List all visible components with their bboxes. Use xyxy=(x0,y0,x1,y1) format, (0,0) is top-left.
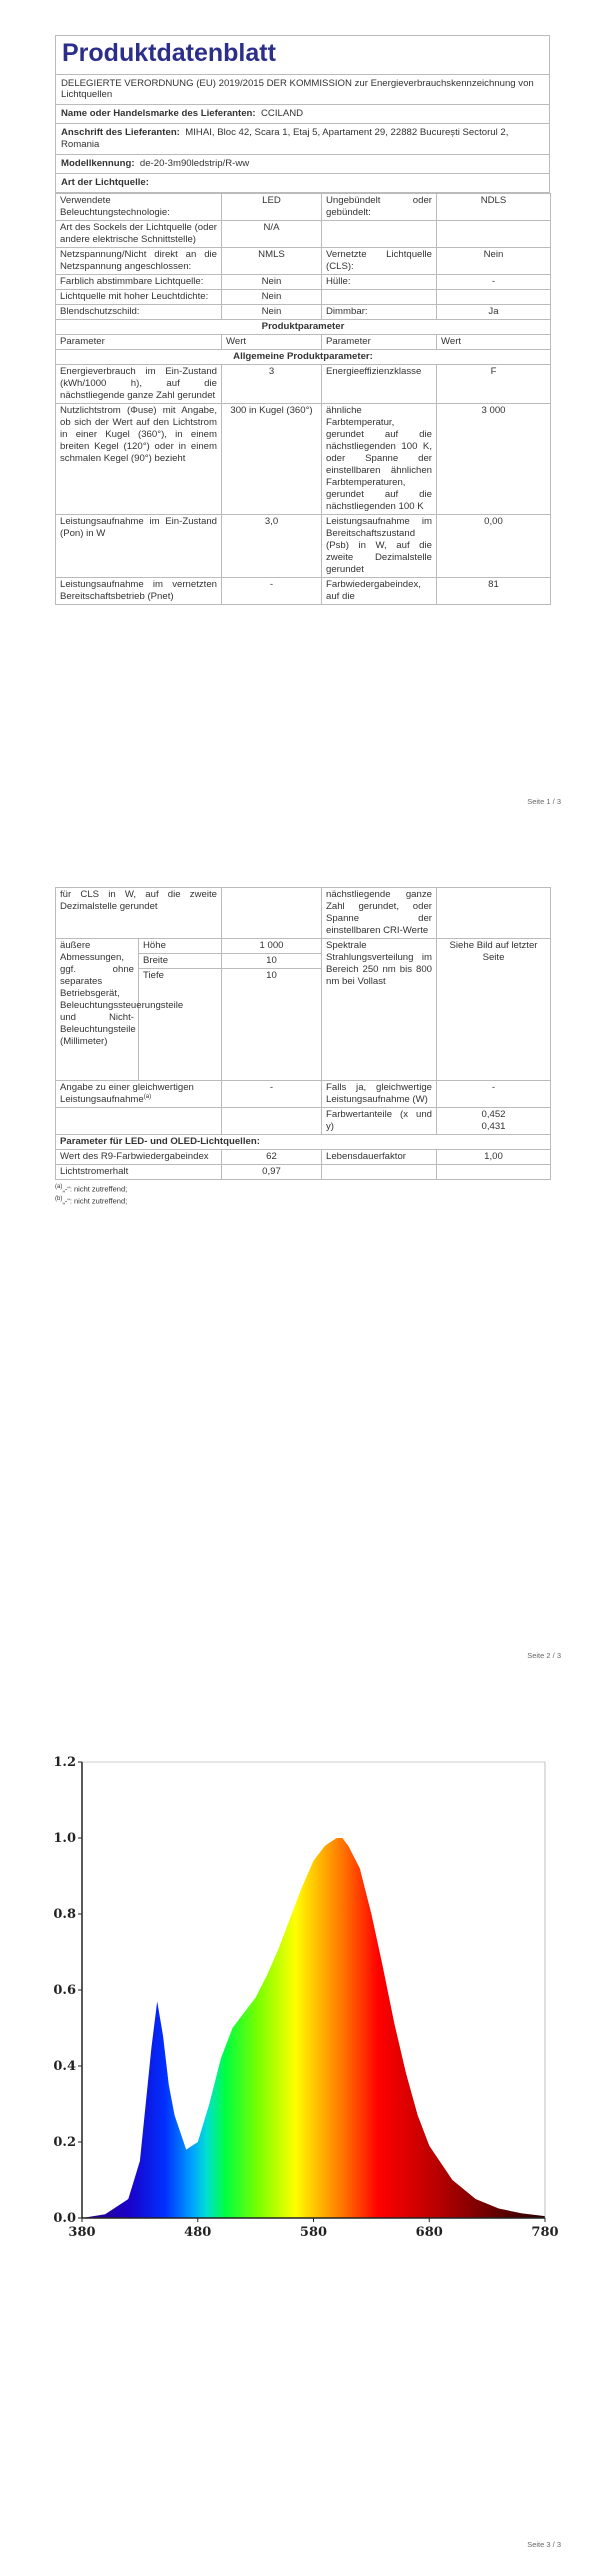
cell: F xyxy=(437,365,551,404)
cell xyxy=(322,1165,437,1180)
section-heading-row xyxy=(56,320,551,335)
cell: 3 xyxy=(222,365,322,404)
cell xyxy=(222,888,322,939)
table-row xyxy=(56,1165,551,1180)
cell: Falls ja, gleichwertige Leistungsaufnahme (W) xyxy=(322,1080,437,1107)
cell: 0,97 xyxy=(222,1165,322,1180)
page-number: Seite 1 / 3 xyxy=(527,797,561,806)
cell xyxy=(437,1165,551,1180)
plot-area xyxy=(53,1755,558,2240)
x-tick-label: 780 xyxy=(531,2225,559,2240)
page-1-content xyxy=(55,35,550,605)
supplier-address: MIHAI, Bloc 42, Scara 1, Etaj 5, Apartament 29, 22882 București Sectorul 2, Romania xyxy=(61,127,509,151)
table-row xyxy=(56,194,551,221)
x-tick-label: 580 xyxy=(299,2225,328,2240)
spectrum-area xyxy=(82,1838,545,2218)
column-header: Wert xyxy=(437,335,551,350)
cell: Nutzlichtstrom (Φuse) mit Angabe, ob sich der Wert auf den Lichtstrom in einer Kugel (360°), in einem breiten Kegel (120°) oder in einem schmalen Kegel (90°) bezieht xyxy=(56,404,222,515)
cell: Blendschutzschild: xyxy=(56,305,222,320)
cell: Lichtquelle mit hoher Leuchtdichte: xyxy=(56,290,222,305)
table-row xyxy=(56,365,551,404)
spectrum-chart-container xyxy=(50,1750,559,2246)
dimension-value: 10 xyxy=(222,953,322,968)
supplier-address-label: Anschrift des Lieferanten: xyxy=(61,127,180,139)
footnotes xyxy=(55,1183,550,1207)
dimensions-label: äußere Abmessungen, ggf. ohne separates Betriebsgerät, Beleuchtungssteuerungsteile und Nicht-Beleuchtungsteile (Millimeter) xyxy=(56,938,139,1080)
cell: nächstliegende ganze Zahl gerundet, oder Spanne der einstellbaren CRI-Werte xyxy=(322,888,437,939)
table-row xyxy=(56,275,551,290)
cell xyxy=(222,1108,322,1135)
footnote-a xyxy=(55,1183,550,1195)
led-params-heading: Parameter für LED- und OLED-Lichtquellen: xyxy=(56,1135,551,1150)
cell xyxy=(437,888,551,939)
model-label: Modellkennung: xyxy=(61,158,135,170)
cell: Leistungsaufnahme im vernetzten Bereitschaftsbetrieb (Pnet) xyxy=(56,577,222,604)
cell: Wert des R9-Farbwiedergabeindex xyxy=(56,1150,222,1165)
column-header: Parameter xyxy=(56,335,222,350)
cell: Nein xyxy=(222,305,322,320)
general-params-heading: Allgemeine Produktparameter: xyxy=(56,350,551,365)
cell: 0,00 xyxy=(437,515,551,578)
supplier-name-label: Name oder Handelsmarke des Lieferanten: xyxy=(61,108,256,120)
y-tick-label: 1.0 xyxy=(53,1831,76,1846)
params-table-continued xyxy=(55,887,551,1180)
chromaticity-y: 0,431 xyxy=(481,1121,506,1133)
column-header: Wert xyxy=(222,335,322,350)
x-tick-label: 380 xyxy=(68,2225,96,2240)
cell: Energieeffizienzklasse xyxy=(322,365,437,404)
cell: Lebensdauerfaktor xyxy=(322,1150,437,1165)
section-heading-row xyxy=(56,350,551,365)
product-params-heading: Produktparameter xyxy=(56,320,551,335)
cell: Ungebündelt oder gebündelt: xyxy=(322,194,437,221)
dimension-name: Höhe xyxy=(139,938,222,953)
table-row xyxy=(56,1080,551,1107)
cell: 300 in Kugel (360°) xyxy=(222,404,322,515)
footnote-marker: (a) xyxy=(55,1183,63,1190)
table-row xyxy=(56,577,551,604)
cell: ähnliche Farbtemperatur, gerundet auf die nächstliegenden 100 K, oder Spanne der einstellbaren ähnlichen Farbtemperaturen, gerundet auf die nächstliegenden 100 K xyxy=(322,404,437,515)
y-tick-label: 0.6 xyxy=(53,1983,76,1998)
lightsource-type-table xyxy=(55,193,551,605)
cell: NDLS xyxy=(437,194,551,221)
cell xyxy=(322,290,437,305)
table-row xyxy=(56,938,551,953)
cell: NMLS xyxy=(222,248,322,275)
cell: Energieverbrauch im Ein-Zustand (kWh/1000 h), auf die nächstliegende ganze Zahl gerundet xyxy=(56,365,222,404)
dimension-name: Breite xyxy=(139,953,222,968)
cell: Leistungsaufnahme im Ein-Zustand (Pon) in W xyxy=(56,515,222,578)
footnote-marker: (b) xyxy=(55,1195,63,1202)
model-row xyxy=(55,155,550,174)
cell: Lichtstromerhalt xyxy=(56,1165,222,1180)
dimension-value: 10 xyxy=(222,968,322,1080)
supplier-name: CCILAND xyxy=(260,108,304,120)
table-header-row xyxy=(56,335,551,350)
table-row xyxy=(56,248,551,275)
cell: LED xyxy=(222,194,322,221)
cell: 1,00 xyxy=(437,1150,551,1165)
cell: Leistungsaufnahme im Bereitschaftszustand (Psb) in W, auf die zweite Dezimalstelle gerundet xyxy=(322,515,437,578)
page-1 xyxy=(0,0,603,808)
column-header: Parameter xyxy=(322,335,437,350)
page-number: Seite 2 / 3 xyxy=(527,1651,561,1660)
regulation-text: DELEGIERTE VERORDNUNG (EU) 2019/2015 DER KOMMISSION zur Energieverbrauchskennzeichnung von Lichtquellen xyxy=(55,74,550,106)
spectral-value: Siehe Bild auf letzter Seite xyxy=(437,938,551,1080)
page-title: Produktdatenblatt xyxy=(55,35,550,74)
cell: 3,0 xyxy=(222,515,322,578)
cell: Farbwiedergabeindex, auf die xyxy=(322,577,437,604)
cell: Nein xyxy=(222,290,322,305)
cell: Dimmbar: xyxy=(322,305,437,320)
lightsource-type-label: Art der Lichtquelle: xyxy=(61,177,149,189)
spectral-label: Spektrale Strahlungsverteilung im Bereich 250 nm bis 800 nm bei Vollast xyxy=(322,938,437,1080)
cell xyxy=(437,221,551,248)
table-row xyxy=(56,1150,551,1165)
cell: 81 xyxy=(437,577,551,604)
y-tick-label: 1.2 xyxy=(53,1755,76,1770)
dimension-name: Tiefe xyxy=(139,968,222,1080)
cell xyxy=(437,290,551,305)
cell: N/A xyxy=(222,221,322,248)
footnote-text: „-“: nicht zutreffend; xyxy=(62,1184,128,1194)
x-tick-label: 480 xyxy=(184,2225,212,2240)
x-tick-label: 680 xyxy=(415,2225,443,2240)
table-row xyxy=(56,404,551,515)
spectrum-chart xyxy=(50,1750,559,2246)
cell: 62 xyxy=(222,1150,322,1165)
table-row xyxy=(56,290,551,305)
cell: Farblich abstimmbare Lichtquelle: xyxy=(56,275,222,290)
chromaticity-x: 0,452 xyxy=(481,1109,506,1121)
supplier-address-row xyxy=(55,124,550,155)
chromaticity-values xyxy=(437,1108,551,1135)
table-row xyxy=(56,221,551,248)
cell xyxy=(322,221,437,248)
cell: Nein xyxy=(222,275,322,290)
supplier-name-row xyxy=(55,105,550,124)
page-number: Seite 3 / 3 xyxy=(527,2540,561,2549)
y-tick-label: 0.8 xyxy=(53,1907,76,1922)
cell: - xyxy=(222,1080,322,1107)
y-tick-label: 0.2 xyxy=(53,2135,76,2150)
footnote-text: „-“: nicht zutreffend; xyxy=(62,1196,128,1206)
page-3 xyxy=(0,1706,603,2560)
table-row xyxy=(56,305,551,320)
cell: - xyxy=(222,577,322,604)
page-2-content xyxy=(55,887,550,1206)
chromaticity-label: Farbwertanteile (x und y) xyxy=(322,1108,437,1135)
cell: - xyxy=(437,275,551,290)
cell: Hülle: xyxy=(322,275,437,290)
cell: Ja xyxy=(437,305,551,320)
page-2 xyxy=(0,852,603,1672)
cell: Nein xyxy=(437,248,551,275)
equivalent-power-label xyxy=(56,1080,222,1107)
lightsource-type-heading xyxy=(55,174,550,193)
footnote-ref: (a) xyxy=(143,1093,152,1100)
cell: 3 000 xyxy=(437,404,551,515)
table-row xyxy=(56,1108,551,1135)
cell: - xyxy=(437,1080,551,1107)
y-tick-label: 0.0 xyxy=(53,2211,76,2226)
cell: Vernetzte Lichtquelle (CLS): xyxy=(322,248,437,275)
footnote-b xyxy=(55,1195,550,1207)
dimension-value: 1 000 xyxy=(222,938,322,953)
cell: Netzspannung/Nicht direkt an die Netzspannung angeschlossen: xyxy=(56,248,222,275)
section-heading-row xyxy=(56,1135,551,1150)
cell: für CLS in W, auf die zweite Dezimalstelle gerundet xyxy=(56,888,222,939)
cell: Art des Sockels der Lichtquelle (oder andere elektrische Schnittstelle) xyxy=(56,221,222,248)
equivalent-power-text: Angabe zu einer gleichwertigen Leistungsaufnahme xyxy=(60,1081,194,1106)
table-row xyxy=(56,515,551,578)
model-id: de-20-3m90ledstrip/R-ww xyxy=(139,158,250,170)
y-tick-label: 0.4 xyxy=(53,2059,76,2074)
cell: Verwendete Beleuchtungstechnologie: xyxy=(56,194,222,221)
cell xyxy=(56,1108,222,1135)
table-row xyxy=(56,888,551,939)
